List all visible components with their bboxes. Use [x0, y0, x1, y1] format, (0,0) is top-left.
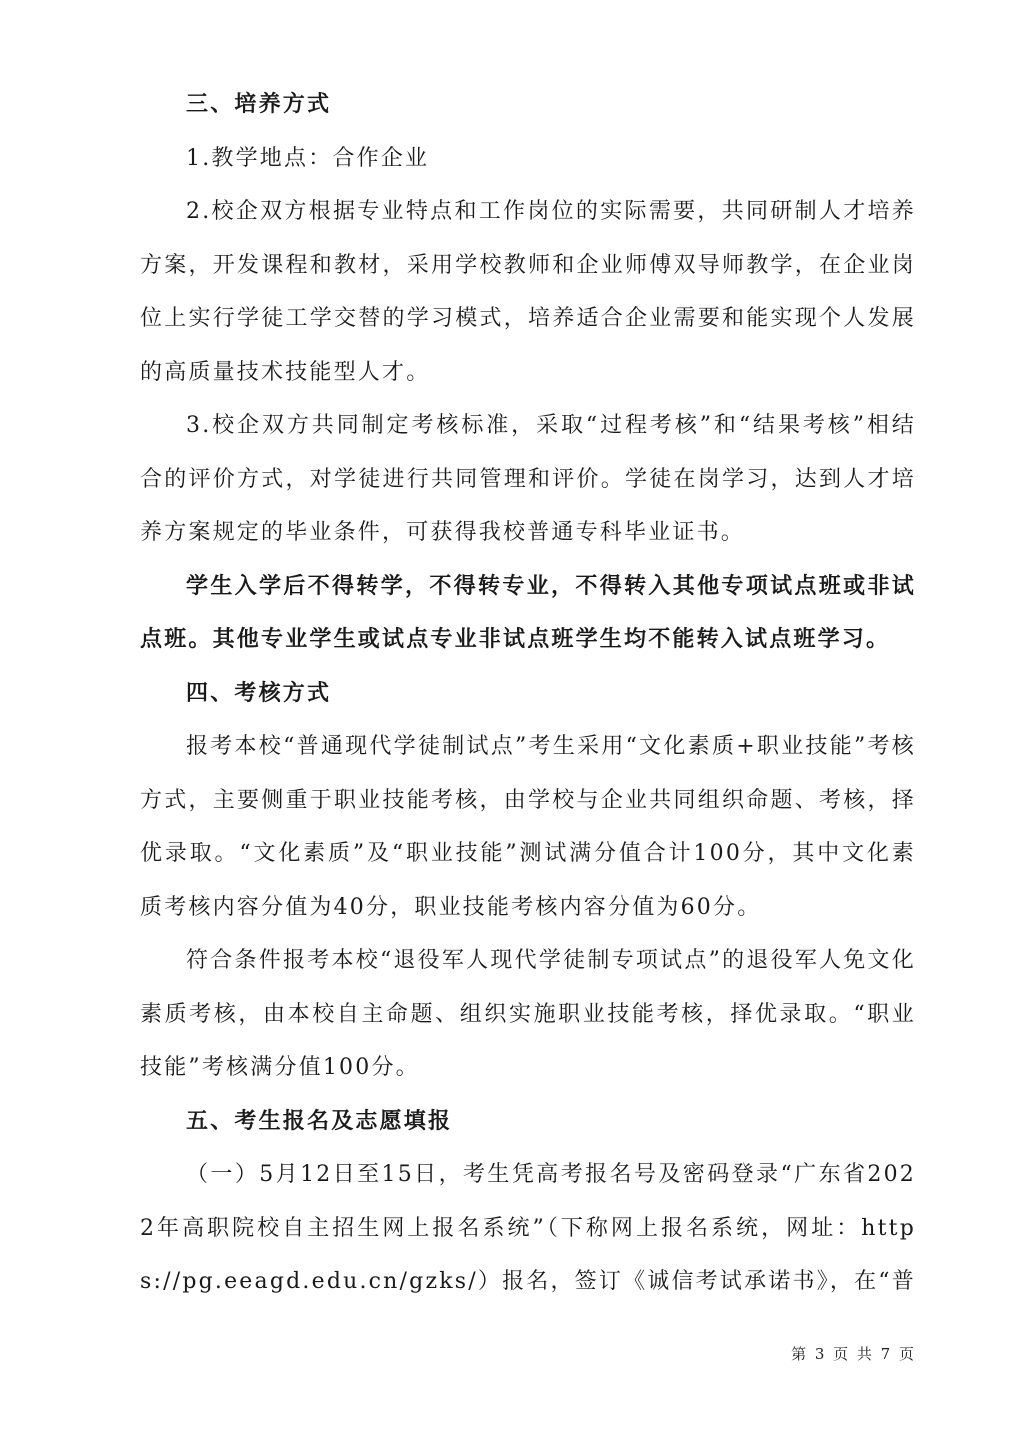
page-number: 第 3 页 共 7 页 — [791, 1345, 916, 1363]
paragraph-transfer-notice: 学生入学后不得转学，不得转专业，不得转入其他专项试点班或非试点班。其他专业学生或试点专业非试点班学生均不能转入试点班学习。 — [140, 573, 916, 652]
section-heading-training: 三、培养方式 — [186, 92, 332, 117]
section-heading-assessment: 四、考核方式 — [186, 680, 332, 706]
paragraph-teaching-location: 1.教学地点：合作企业 — [186, 145, 430, 171]
paragraph-assessment-standard: 3.校企双方共同制定考核标准，采取“过程考核”和“结果考核”相结合的评价方式，对学徒进行共同管理和评价。学徒在岗学习，达到人才培养方案规定的毕业条件，可获得我校普通专科毕业证书。 — [140, 413, 916, 545]
paragraph-curriculum: 2.校企双方根据专业特点和工作岗位的实际需要，共同研制人才培养方案，开发课程和教材，采用学校教师和企业师傅双导师教学，在企业岗位上实行学徒工学交替的学习模式，培养适合企业需要和能实现个人发展的高质量技术技能型人才。 — [140, 199, 916, 385]
section-heading-registration: 五、考生报名及志愿填报 — [186, 1108, 453, 1134]
paragraph-registration: （一）5月12日至15日，考生凭高考报名号及密码登录“广东省2022年高职院校自主招生网上报名系统”（下称网上报名系统，网址：https://pg.eeagd.edu.cn/gzks/）报名，签订《诚信考试承诺书》，在“普 — [140, 1162, 916, 1294]
paragraph-veterans: 符合条件报考本校“退役军人现代学徒制专项试点”的退役军人免文化素质考核，由本校自主命题、组织实施职业技能考核，择优录取。“职业技能”考核满分值100分。 — [140, 948, 916, 1080]
paragraph-assessment-method: 报考本校“普通现代学徒制试点”考生采用“文化素质+职业技能”考核方式，主要侧重于职业技能考核，由学校与企业共同组织命题、考核，择优录取。“文化素质”及“职业技能”测试满分值合计100分，其中文化素质考核内容分值为40分，职业技能考核内容分值为60分。 — [140, 734, 916, 920]
